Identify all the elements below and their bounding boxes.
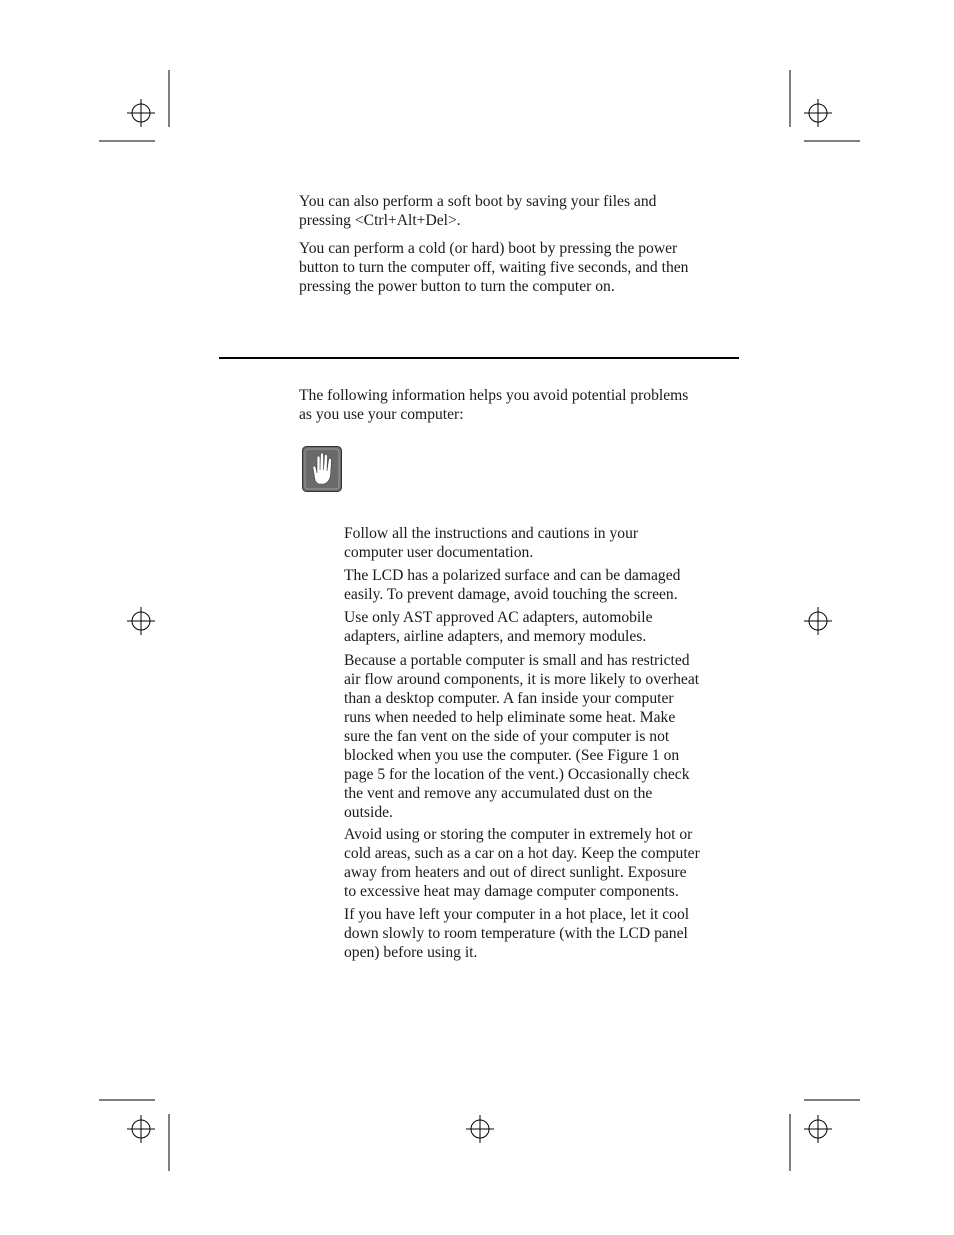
cold-boot-paragraph: You can perform a cold (or hard) boot by pressing the power button to turn the computer off, waiting five seconds, and then pressing the power button to turn the computer on. [299, 240, 689, 295]
list-item: Follow all the instructions and cautions in your computer user documentation. [344, 525, 639, 561]
soft-boot-paragraph: You can also perform a soft boot by saving your files and pressing <Ctrl+Alt+Del>. [299, 193, 657, 229]
stop-hand-icon [302, 446, 342, 492]
list-item: Avoid using or storing the computer in extremely hot or cold areas, such as a car on a hot day. Keep the computer away from heaters and out of direct sunlight. Exposure to excessive heat may damage computer components. [344, 826, 700, 900]
list-item: If you have left your computer in a hot place, let it cool down slowly to room temperature (with the LCD panel open) before using it. [344, 906, 690, 961]
section-divider [219, 357, 739, 359]
list-item: Use only AST approved AC adapters, automobile adapters, airline adapters, and memory modules. [344, 609, 653, 645]
intro-paragraph: The following information helps you avoid potential problems as you use your computer: [299, 387, 689, 423]
list-item: The LCD has a polarized surface and can be damaged easily. To prevent damage, avoid touching the screen. [344, 567, 681, 603]
list-item: Because a portable computer is small and has restricted air flow around components, it is more likely to overheat than a desktop computer. A fan inside your computer runs when needed to help eliminate some heat. Make sure the fan vent on the side of your computer is not blocked when you use the computer. (See Figure 1 on page 5 for the location of the vent.) Occasionally check the vent and remove any accumulated dust on the outside. [344, 652, 700, 821]
